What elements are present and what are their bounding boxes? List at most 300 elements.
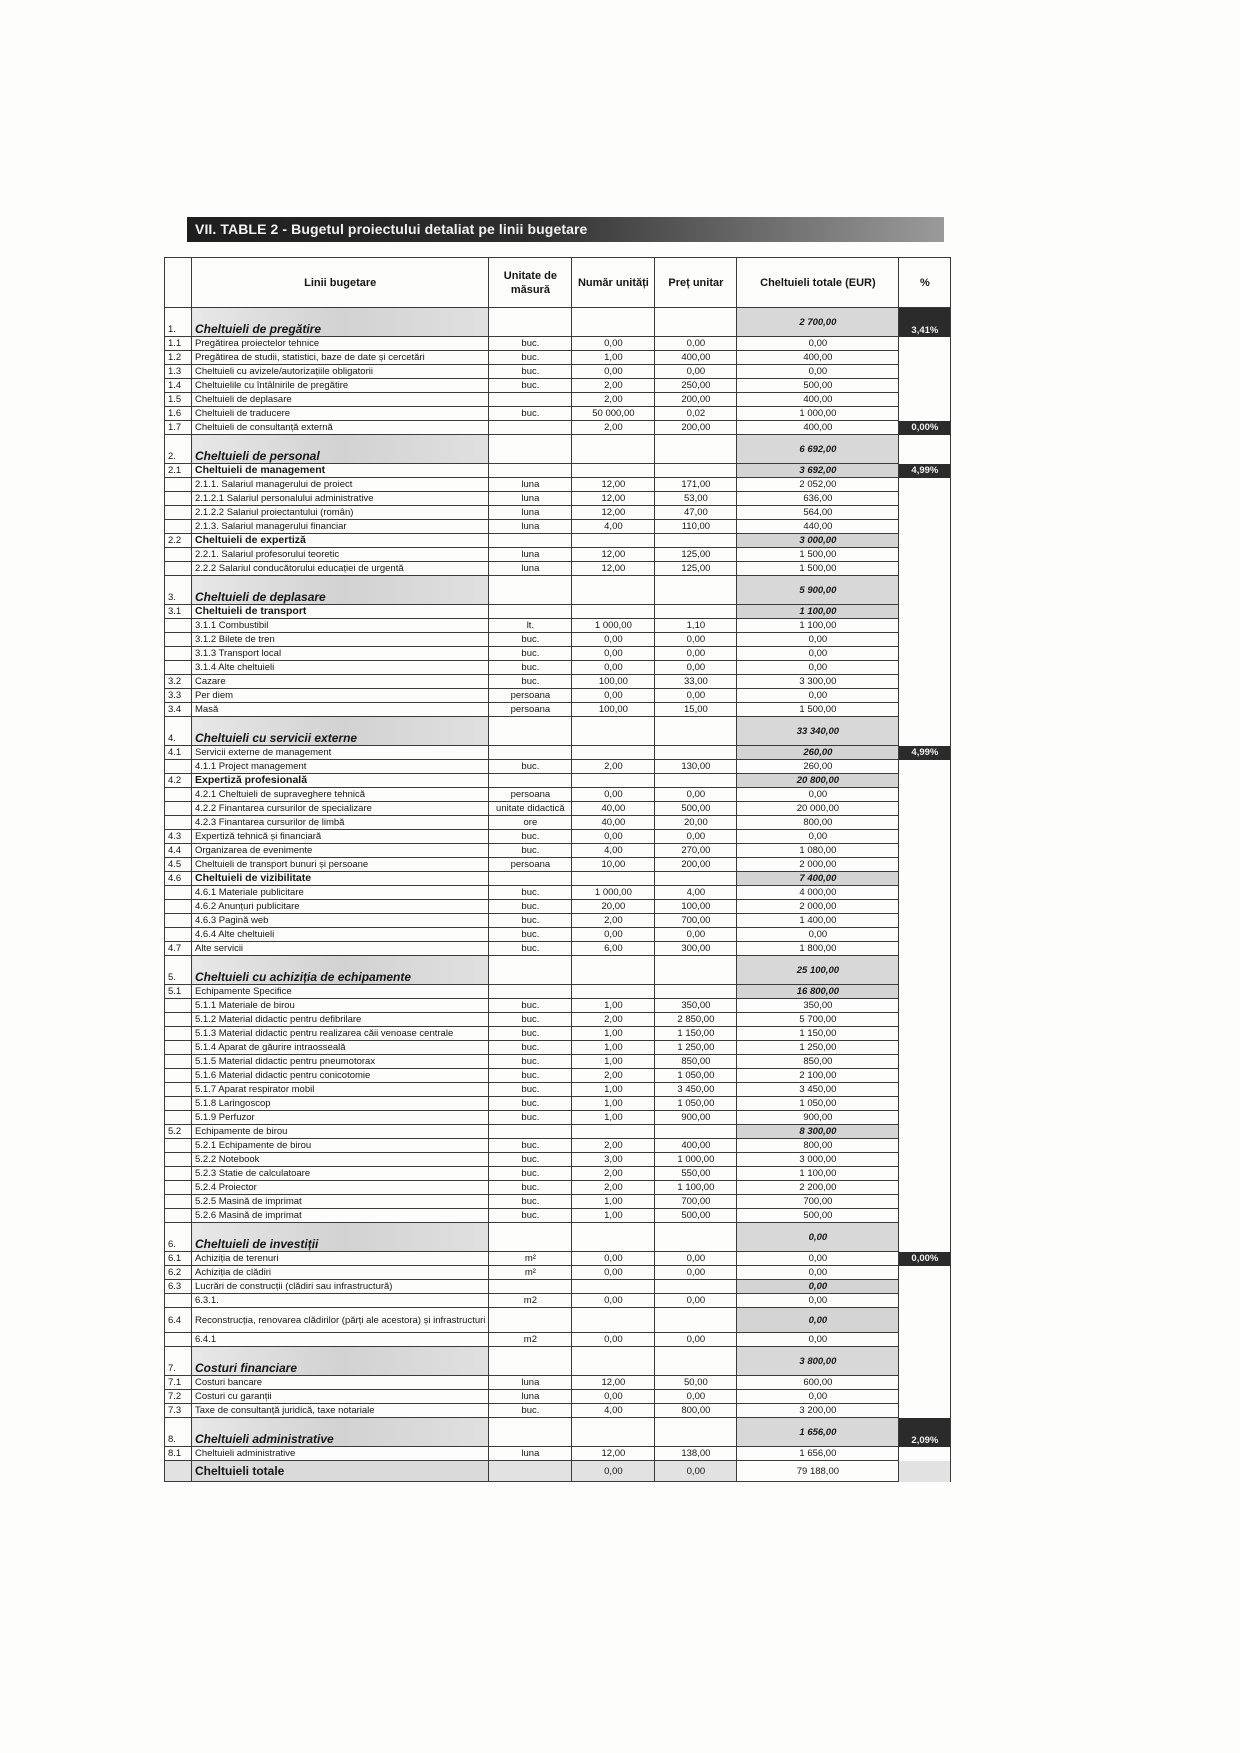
percent: [899, 1153, 951, 1167]
table-row: [165, 1139, 951, 1153]
table-row: [165, 746, 951, 760]
unit-price: 700,00: [655, 1195, 737, 1209]
total-cost: 16 800,00: [737, 985, 899, 999]
percent: [899, 1125, 951, 1139]
table-row: [165, 1209, 951, 1223]
table-row: [165, 464, 951, 478]
budget-line-label: 6.3.1.: [192, 1294, 489, 1308]
total-cost: 8 300,00: [737, 1125, 899, 1139]
unit-of-measure: buc.: [489, 1013, 572, 1027]
budget-line-label: 5.1.7 Aparat respirator mobil: [192, 1083, 489, 1097]
percent: [899, 1404, 951, 1418]
unit-of-measure: buc.: [489, 1041, 572, 1055]
total-cost: 1 400,00: [737, 914, 899, 928]
table-row: [165, 506, 951, 520]
quantity: 1,00: [572, 1209, 655, 1223]
row-number: 2.2: [165, 534, 192, 548]
total-cost: 0,00: [737, 1333, 899, 1347]
row-number: [165, 1083, 192, 1097]
total-cost: 400,00: [737, 351, 899, 365]
unit-of-measure: m²: [489, 1252, 572, 1266]
row-number: [165, 802, 192, 816]
total-cost: 2 052,00: [737, 478, 899, 492]
budget-line-label: 5.2.5 Masină de imprimat: [192, 1195, 489, 1209]
quantity: 0,00: [572, 689, 655, 703]
budget-line-label: Cheltuieli de traducere: [192, 407, 489, 421]
unit-price: [655, 985, 737, 999]
table-row: [165, 1167, 951, 1181]
unit-of-measure: [489, 717, 572, 746]
budget-line-label: Per diem: [192, 689, 489, 703]
quantity: 2,00: [572, 1013, 655, 1027]
unit-of-measure: [489, 1461, 572, 1482]
table-row: [165, 1252, 951, 1266]
quantity: [572, 956, 655, 985]
row-number: [165, 633, 192, 647]
unit-price: 500,00: [655, 1209, 737, 1223]
unit-of-measure: buc.: [489, 675, 572, 689]
quantity: 0,00: [572, 661, 655, 675]
row-number: 1.: [165, 308, 192, 337]
unit-price: [655, 1347, 737, 1376]
budget-line-label: Cheltuieli de vizibilitate: [192, 872, 489, 886]
unit-of-measure: [489, 1308, 572, 1333]
unit-of-measure: buc.: [489, 999, 572, 1013]
total-cost: 636,00: [737, 492, 899, 506]
percent: [899, 492, 951, 506]
unit-of-measure: buc.: [489, 928, 572, 942]
unit-price: [655, 1308, 737, 1333]
percent: [899, 886, 951, 900]
row-number: 1.5: [165, 393, 192, 407]
unit-of-measure: [489, 393, 572, 407]
unit-price: 0,00: [655, 661, 737, 675]
unit-price: 0,00: [655, 647, 737, 661]
unit-of-measure: [489, 746, 572, 760]
table-row: [165, 619, 951, 633]
total-cost: 2 000,00: [737, 900, 899, 914]
row-number: 3.: [165, 576, 192, 605]
unit-price: 1 000,00: [655, 1153, 737, 1167]
table-row: [165, 379, 951, 393]
percent: [899, 1069, 951, 1083]
unit-price: 550,00: [655, 1167, 737, 1181]
unit-price: 200,00: [655, 421, 737, 435]
unit-of-measure: buc.: [489, 1069, 572, 1083]
percent: [899, 872, 951, 886]
unit-of-measure: buc.: [489, 337, 572, 351]
quantity: 2,00: [572, 1181, 655, 1195]
total-cost: 5 700,00: [737, 1013, 899, 1027]
row-number: 7.2: [165, 1390, 192, 1404]
percent: 4,99%: [899, 464, 951, 478]
budget-line-label: 5.1.8 Laringoscop: [192, 1097, 489, 1111]
budget-line-label: Costuri cu garanții: [192, 1390, 489, 1404]
percent: [899, 844, 951, 858]
budget-line-label: 5.1.3 Material didactic pentru realizarea căii venoase centrale: [192, 1027, 489, 1041]
quantity: [572, 774, 655, 788]
percent: [899, 1195, 951, 1209]
unit-price: 50,00: [655, 1376, 737, 1390]
percent: [899, 337, 951, 351]
table-row: [165, 1069, 951, 1083]
budget-line-label: Expertiză tehnică și financiară: [192, 830, 489, 844]
table-row: [165, 365, 951, 379]
row-number: 1.6: [165, 407, 192, 421]
budget-line-label: 4.1.1 Project management: [192, 760, 489, 774]
unit-price: 0,00: [655, 1333, 737, 1347]
percent: [899, 1308, 951, 1333]
unit-of-measure: buc.: [489, 1139, 572, 1153]
percent: [899, 1027, 951, 1041]
unit-of-measure: m2: [489, 1333, 572, 1347]
unit-price: 0,00: [655, 928, 737, 942]
budget-line-label: Cheltuieli de pregătire: [192, 308, 489, 337]
table-row: [165, 562, 951, 576]
total-cost: 800,00: [737, 816, 899, 830]
budget-line-label: Cheltuieli de management: [192, 464, 489, 478]
table-row: [165, 1055, 951, 1069]
percent: [899, 605, 951, 619]
unit-price: 20,00: [655, 816, 737, 830]
quantity: 1,00: [572, 1097, 655, 1111]
quantity: 12,00: [572, 548, 655, 562]
quantity: [572, 1280, 655, 1294]
row-number: [165, 647, 192, 661]
percent: 0,00%: [899, 1252, 951, 1266]
unit-price: [655, 534, 737, 548]
quantity: [572, 717, 655, 746]
unit-price: [655, 1125, 737, 1139]
budget-line-label: Cheltuieli de personal: [192, 435, 489, 464]
unit-of-measure: buc.: [489, 365, 572, 379]
row-number: [165, 928, 192, 942]
total-cost: 3 200,00: [737, 1404, 899, 1418]
row-number: 1.3: [165, 365, 192, 379]
budget-line-label: 4.6.4 Alte cheltuieli: [192, 928, 489, 942]
percent: [899, 858, 951, 872]
unit-of-measure: lt.: [489, 619, 572, 633]
percent: [899, 802, 951, 816]
row-number: [165, 506, 192, 520]
unit-price: 400,00: [655, 1139, 737, 1153]
total-cost: 1 000,00: [737, 407, 899, 421]
budget-line-label: Cheltuieli de expertiză: [192, 534, 489, 548]
percent: [899, 1390, 951, 1404]
total-cost: 3 300,00: [737, 675, 899, 689]
budget-line-label: 5.1.2 Material didactic pentru defibrilare: [192, 1013, 489, 1027]
row-number: 4.: [165, 717, 192, 746]
unit-of-measure: luna: [489, 548, 572, 562]
header-total-cost: Cheltuieli totale (EUR): [737, 258, 899, 308]
budget-line-label: Costuri financiare: [192, 1347, 489, 1376]
unit-of-measure: [489, 774, 572, 788]
total-cost: 0,00: [737, 337, 899, 351]
unit-price: 0,00: [655, 633, 737, 647]
budget-line-label: Cheltuielile cu întâlnirile de pregătire: [192, 379, 489, 393]
percent: [899, 900, 951, 914]
quantity: [572, 1125, 655, 1139]
unit-of-measure: m²: [489, 1266, 572, 1280]
total-cost: 79 188,00: [737, 1461, 899, 1482]
budget-line-label: 4.6.3 Pagină web: [192, 914, 489, 928]
row-number: 1.2: [165, 351, 192, 365]
quantity: 0,00: [572, 830, 655, 844]
budget-line-label: Cheltuieli de transport: [192, 605, 489, 619]
total-cost: 1 500,00: [737, 703, 899, 717]
table-row: [165, 534, 951, 548]
total-cost: 1 050,00: [737, 1097, 899, 1111]
budget-line-label: Echipamente de birou: [192, 1125, 489, 1139]
budget-line-label: Servicii externe de management: [192, 746, 489, 760]
percent: [899, 1347, 951, 1376]
table-row: [165, 605, 951, 619]
percent: [899, 788, 951, 802]
budget-line-label: 3.1.3 Transport local: [192, 647, 489, 661]
quantity: 2,00: [572, 914, 655, 928]
table-row: [165, 703, 951, 717]
table-row: [165, 337, 951, 351]
unit-of-measure: buc.: [489, 914, 572, 928]
row-number: 5.: [165, 956, 192, 985]
budget-line-label: 4.2.3 Finantarea cursurilor de limbă: [192, 816, 489, 830]
row-number: [165, 1461, 192, 1482]
percent: [899, 1041, 951, 1055]
unit-price: 125,00: [655, 548, 737, 562]
total-cost: 0,00: [737, 647, 899, 661]
percent: [899, 534, 951, 548]
unit-price: 33,00: [655, 675, 737, 689]
unit-price: 0,00: [655, 830, 737, 844]
percent: [899, 435, 951, 464]
row-number: 4.6: [165, 872, 192, 886]
quantity: [572, 1223, 655, 1252]
budget-line-label: Cheltuieli de transport bunuri și persoane: [192, 858, 489, 872]
total-cost: 0,00: [737, 1266, 899, 1280]
total-cost: 0,00: [737, 1294, 899, 1308]
percent: [899, 830, 951, 844]
unit-price: 700,00: [655, 914, 737, 928]
budget-line-label: 5.1.6 Material didactic pentru conicotomie: [192, 1069, 489, 1083]
row-number: 3.3: [165, 689, 192, 703]
percent: [899, 351, 951, 365]
table-row: [165, 1333, 951, 1347]
unit-of-measure: buc.: [489, 1167, 572, 1181]
row-number: [165, 562, 192, 576]
unit-price: 800,00: [655, 1404, 737, 1418]
total-cost: 400,00: [737, 421, 899, 435]
table-row: [165, 548, 951, 562]
budget-line-label: Achiziția de clădiri: [192, 1266, 489, 1280]
unit-of-measure: [489, 985, 572, 999]
percent: [899, 1167, 951, 1181]
quantity: 0,00: [572, 1390, 655, 1404]
total-cost: 5 900,00: [737, 576, 899, 605]
table-row: [165, 1280, 951, 1294]
unit-of-measure: [489, 308, 572, 337]
row-number: 8.: [165, 1418, 192, 1447]
row-number: [165, 900, 192, 914]
budget-line-label: Expertiză profesională: [192, 774, 489, 788]
total-cost: 260,00: [737, 746, 899, 760]
section-row: [165, 576, 951, 605]
table-row: [165, 689, 951, 703]
total-cost: 0,00: [737, 830, 899, 844]
unit-of-measure: m2: [489, 1294, 572, 1308]
quantity: [572, 435, 655, 464]
unit-price: [655, 308, 737, 337]
unit-of-measure: buc.: [489, 942, 572, 956]
unit-price: 200,00: [655, 858, 737, 872]
row-number: [165, 914, 192, 928]
budget-line-label: 5.1.4 Aparat de găurire intraosseală: [192, 1041, 489, 1055]
row-number: 4.2: [165, 774, 192, 788]
percent: [899, 760, 951, 774]
table-row: [165, 1027, 951, 1041]
quantity: 40,00: [572, 802, 655, 816]
quantity: 12,00: [572, 1376, 655, 1390]
total-cost: 25 100,00: [737, 956, 899, 985]
total-cost: 2 700,00: [737, 308, 899, 337]
budget-line-label: 4.6.2 Anunțuri publicitare: [192, 900, 489, 914]
row-number: [165, 760, 192, 774]
total-cost: 0,00: [737, 928, 899, 942]
row-number: [165, 1181, 192, 1195]
table-row: [165, 661, 951, 675]
unit-of-measure: [489, 464, 572, 478]
total-cost: 1 500,00: [737, 548, 899, 562]
section-row: [165, 308, 951, 337]
quantity: 0,00: [572, 647, 655, 661]
row-number: [165, 492, 192, 506]
unit-of-measure: [489, 576, 572, 605]
total-cost: 1 150,00: [737, 1027, 899, 1041]
unit-price: [655, 1223, 737, 1252]
total-cost: 564,00: [737, 506, 899, 520]
budget-line-label: 2.2.2 Salariul conducătorului educației de urgentă: [192, 562, 489, 576]
unit-price: 0,00: [655, 689, 737, 703]
section-row: [165, 956, 951, 985]
total-cost: 1 100,00: [737, 1167, 899, 1181]
budget-line-label: Pregătirea proiectelor tehnice: [192, 337, 489, 351]
table-row: [165, 520, 951, 534]
budget-line-label: Lucrări de construcții (clădiri sau infrastructură): [192, 1280, 489, 1294]
unit-of-measure: [489, 1280, 572, 1294]
quantity: 1,00: [572, 1195, 655, 1209]
percent: 4,99%: [899, 746, 951, 760]
total-cost: 1 656,00: [737, 1418, 899, 1447]
row-number: 6.3: [165, 1280, 192, 1294]
quantity: [572, 605, 655, 619]
unit-of-measure: [489, 534, 572, 548]
budget-line-label: 5.2.6 Masină de imprimat: [192, 1209, 489, 1223]
budget-line-label: Organizarea de evenimente: [192, 844, 489, 858]
header-quantity: Număr unități: [572, 258, 655, 308]
table-row: [165, 858, 951, 872]
budget-line-label: 2.1.1. Salariul managerului de proiect: [192, 478, 489, 492]
total-cost: 850,00: [737, 1055, 899, 1069]
quantity: 12,00: [572, 506, 655, 520]
unit-of-measure: buc.: [489, 633, 572, 647]
table-row: [165, 802, 951, 816]
total-cost: 0,00: [737, 788, 899, 802]
quantity: 12,00: [572, 1447, 655, 1461]
total-cost: 2 000,00: [737, 858, 899, 872]
section-row: [165, 1418, 951, 1447]
row-number: 3.1: [165, 605, 192, 619]
total-cost: 2 100,00: [737, 1069, 899, 1083]
unit-of-measure: buc.: [489, 1055, 572, 1069]
percent: 2,09%: [899, 1418, 951, 1447]
unit-of-measure: [489, 872, 572, 886]
percent: 0,00%: [899, 421, 951, 435]
table-row: [165, 647, 951, 661]
unit-price: 300,00: [655, 942, 737, 956]
percent: [899, 942, 951, 956]
budget-line-label: 2.1.3. Salariul managerului financiar: [192, 520, 489, 534]
row-number: [165, 1195, 192, 1209]
percent: [899, 633, 951, 647]
unit-price: 400,00: [655, 351, 737, 365]
quantity: 0,00: [572, 928, 655, 942]
budget-line-label: Cheltuieli de investiții: [192, 1223, 489, 1252]
budget-line-label: Masă: [192, 703, 489, 717]
unit-price: 200,00: [655, 393, 737, 407]
row-number: [165, 1041, 192, 1055]
row-number: 5.2: [165, 1125, 192, 1139]
quantity: 40,00: [572, 816, 655, 830]
unit-of-measure: buc.: [489, 407, 572, 421]
budget-line-label: Echipamente Specifice: [192, 985, 489, 999]
budget-line-label: 5.1.1 Materiale de birou: [192, 999, 489, 1013]
quantity: 3,00: [572, 1153, 655, 1167]
row-number: 3.2: [165, 675, 192, 689]
table-row: [165, 774, 951, 788]
percent: [899, 506, 951, 520]
unit-of-measure: buc.: [489, 760, 572, 774]
unit-of-measure: buc.: [489, 1027, 572, 1041]
row-number: [165, 1333, 192, 1347]
unit-of-measure: [489, 956, 572, 985]
percent: [899, 985, 951, 999]
total-cost: 500,00: [737, 1209, 899, 1223]
total-cost: 900,00: [737, 1111, 899, 1125]
unit-of-measure: buc.: [489, 647, 572, 661]
total-cost: 400,00: [737, 393, 899, 407]
quantity: 12,00: [572, 562, 655, 576]
row-number: [165, 1097, 192, 1111]
percent: [899, 999, 951, 1013]
unit-price: 0,02: [655, 407, 737, 421]
quantity: 1,00: [572, 1083, 655, 1097]
row-number: 6.: [165, 1223, 192, 1252]
unit-price: 850,00: [655, 1055, 737, 1069]
unit-price: 47,00: [655, 506, 737, 520]
total-cost: 1 800,00: [737, 942, 899, 956]
budget-line-label: 5.2.4 Proiector: [192, 1181, 489, 1195]
percent: [899, 661, 951, 675]
unit-price: [655, 605, 737, 619]
total-cost: 33 340,00: [737, 717, 899, 746]
unit-of-measure: buc.: [489, 1083, 572, 1097]
unit-price: 250,00: [655, 379, 737, 393]
total-cost: 0,00: [737, 661, 899, 675]
row-number: 4.4: [165, 844, 192, 858]
quantity: 4,00: [572, 844, 655, 858]
table-row: [165, 760, 951, 774]
row-number: [165, 1027, 192, 1041]
row-number: 2.1: [165, 464, 192, 478]
